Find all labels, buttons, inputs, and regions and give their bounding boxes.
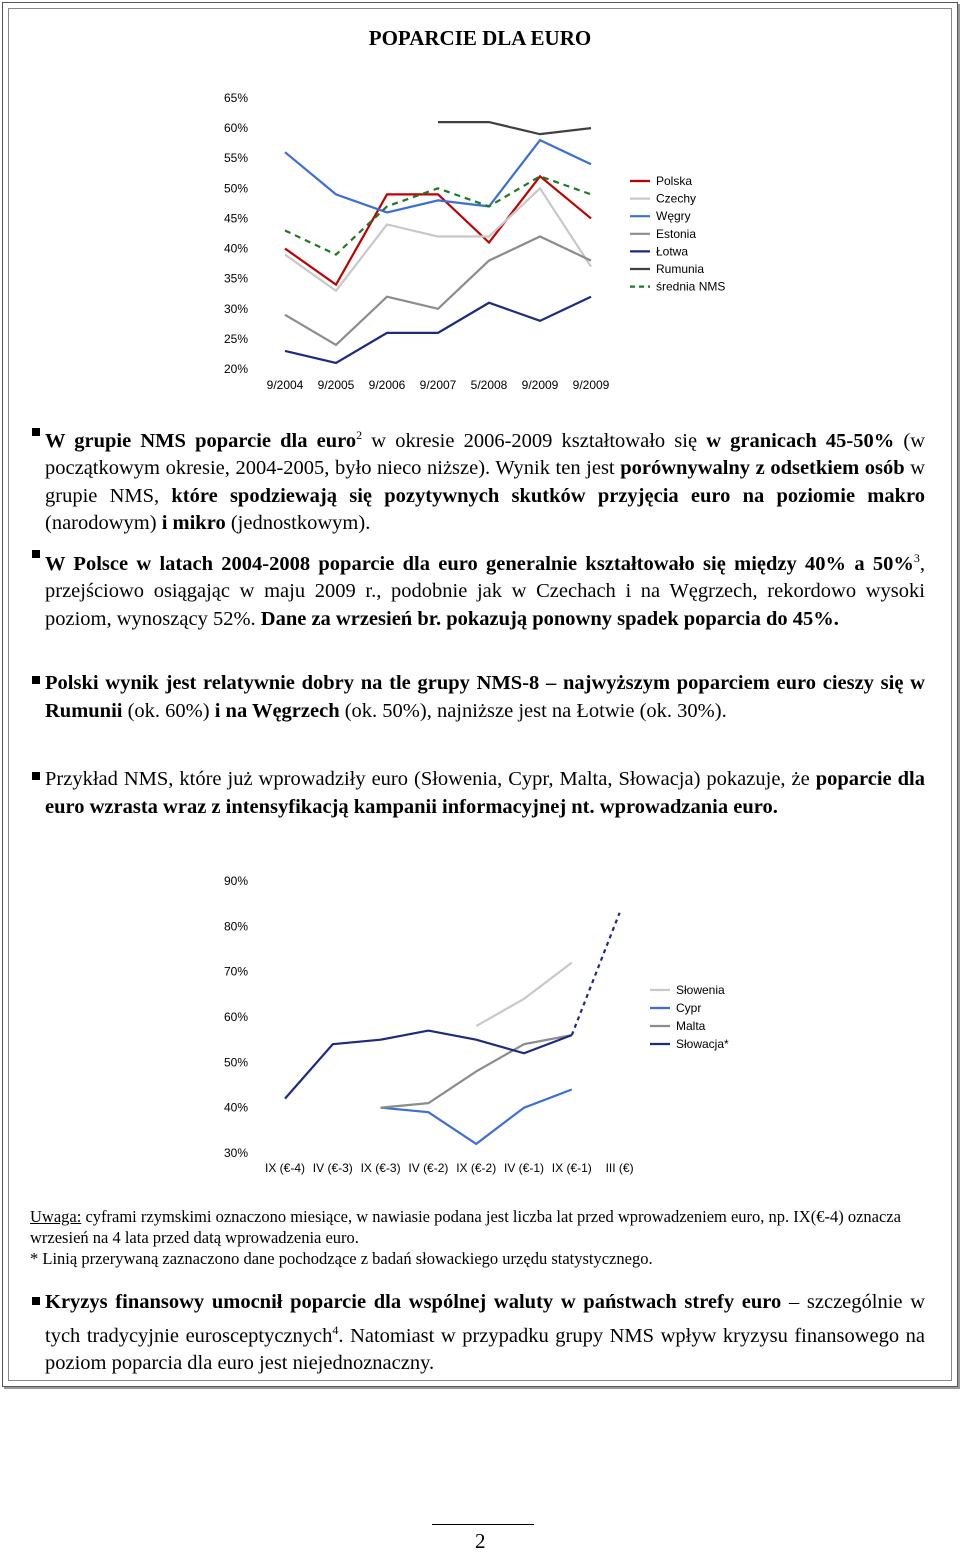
p4-text-a: Przykład NMS, które już wprowadziły euro (Słowenia, Cypr, Malta, Słowacja) pokazuje, że	[45, 768, 816, 790]
p1-text-j: (jednostkowym).	[225, 512, 371, 535]
x-tick-label: 9/2005	[317, 378, 355, 392]
legend-label: Czechy	[656, 191, 697, 206]
x-tick-label: 9/2007	[419, 378, 457, 392]
legend-label: Słowenia	[676, 983, 725, 997]
footnote-ref: 4	[332, 1322, 339, 1337]
x-tick-label: 9/2004	[266, 378, 304, 392]
y-tick-label: 20%	[223, 362, 248, 376]
legend-label: Słowacja*	[676, 1037, 729, 1051]
p3-bold-c: i na Węgrzech	[214, 699, 340, 722]
p5-text-b: – szczególnie w tych tradycyjnie eurosceptycznych	[45, 1291, 925, 1347]
y-tick-label: 65%	[223, 91, 248, 105]
paragraph-nms-support	[45, 422, 925, 538]
p2-text-c: , podobnie jak w Czechach i na Węgrzech, rekordowo wysoki poziom, wynoszący 52%.	[45, 580, 925, 630]
p3-bold-a: Polski wynik jest relatywnie dobry na tle grupy NMS-8 – najwyższym poparciem euro cieszy się w Rumunii	[45, 672, 925, 722]
x-tick-label: IV (€-2)	[408, 1161, 449, 1175]
footer-line	[432, 1524, 534, 1525]
y-tick-label: 35%	[223, 271, 248, 286]
y-tick-label: 55%	[223, 151, 248, 166]
p3-text-b: (ok. 60%)	[122, 699, 215, 722]
bullet	[32, 676, 40, 684]
series-line-dashed	[572, 913, 620, 1035]
y-tick-label: 60%	[223, 121, 248, 136]
series-line	[476, 963, 572, 1026]
p5-bold-a: Kryzys finansowy umocnił poparcie dla wspólnej waluty w państwach strefy euro	[45, 1291, 782, 1313]
series-line	[285, 1031, 572, 1099]
y-tick-label: 90%	[223, 874, 248, 888]
x-tick-label: IX (€-3)	[360, 1161, 401, 1175]
legend-label: średnia NMS	[656, 279, 726, 294]
footnote-ref: 2	[356, 428, 363, 442]
x-tick-label: 9/2009	[521, 378, 559, 392]
legend-label: Łotwa	[656, 244, 689, 259]
p1-text-h: (narodowym)	[45, 512, 162, 535]
p1-bold-i: i mikro	[161, 512, 226, 535]
legend-label: Polska	[656, 174, 693, 188]
bullet	[32, 772, 40, 780]
y-tick-label: 40%	[223, 241, 248, 256]
y-tick-label: 60%	[223, 1010, 248, 1024]
y-tick-label: 45%	[223, 211, 248, 226]
legend-label: Rumunia	[656, 262, 705, 276]
footnote-ref: 3	[913, 551, 920, 565]
y-tick-label: 30%	[223, 1146, 248, 1160]
legend-label: Malta	[676, 1019, 706, 1033]
p5-text-c: . Natomiast w przypadku grupy NMS wpływ kryzysu finansowego na poziom poparcia dla euro jest niejednoznaczny.	[45, 1324, 925, 1374]
x-tick-label: 9/2006	[368, 378, 406, 392]
note-text-b: * Linią przerywaną zaznaczono dane pochodzące z badań słowackiego urzędu statystycznego.	[30, 1249, 653, 1268]
y-tick-label: 30%	[223, 301, 248, 316]
note-label: Uwaga:	[30, 1207, 82, 1226]
legend-label: Cypr	[676, 1001, 702, 1015]
y-tick-label: 50%	[223, 1055, 248, 1070]
legend-label: Węgry	[656, 209, 691, 224]
y-tick-label: 80%	[223, 919, 248, 934]
y-tick-label: 70%	[223, 964, 248, 979]
p2-bold-a: W Polsce w latach 2004-2008 poparcie dla euro generalnie kształtowało się między 40% a 50%	[45, 552, 914, 575]
x-tick-label: IX (€-1)	[551, 1161, 592, 1175]
y-tick-label: 25%	[223, 331, 248, 346]
legend-label: Estonia	[656, 226, 697, 241]
p1-bold-e: porównywalny z odsetkiem osób	[620, 457, 905, 480]
bullet	[32, 428, 40, 436]
p3-text-d: (ok. 50%), najniższe jest na Łotwie (ok. 30%).	[339, 699, 727, 722]
p2-bold-d: Dane za wrzesień br. pokazują ponowny spadek poparcia do 45%.	[260, 607, 839, 630]
paragraph-poland-support	[45, 545, 925, 633]
paragraph-poland-relative	[45, 670, 925, 725]
chart-note	[30, 1206, 930, 1269]
series-line	[381, 1090, 572, 1144]
p1-text-f: w grupie NMS,	[45, 457, 925, 507]
paragraph-eurozone-example	[45, 766, 925, 821]
x-tick-label: III (€)	[605, 1161, 634, 1175]
x-tick-label: 9/2009	[572, 378, 610, 392]
p1-bold-a: W grupie NMS poparcie dla euro	[45, 429, 357, 452]
page-number: 2	[475, 1529, 486, 1553]
p1-bold-g: które spodziewają się pozytywnych skutków przyjęcia euro na poziomie makro	[171, 484, 925, 507]
page-title: POPARCIE DLA EURO	[368, 26, 592, 50]
p1-bold-c: w granicach 45-50%	[706, 429, 895, 452]
paragraph-crisis	[45, 1289, 925, 1377]
bullet	[32, 1297, 40, 1305]
y-tick-label: 40%	[223, 1100, 248, 1115]
p1-text-d: (w początkowym okresie, 2004-2005, było nieco niższe). Wynik ten jest	[45, 429, 925, 480]
x-tick-label: IX (€-2)	[456, 1161, 497, 1175]
note-text-a: cyframi rzymskimi oznaczono miesiące, w nawiasie podana jest liczba lat przed wprowadzeniem euro, np. IX(€-4) oznacza wrzesień na 4 lata przed datą wprowadzenia euro.	[30, 1207, 901, 1247]
p1-text-b: w okresie 2006-2009 kształtowało się	[362, 429, 707, 452]
x-tick-label: IV (€-3)	[312, 1161, 353, 1175]
x-tick-label: 5/2008	[470, 378, 508, 392]
x-tick-label: IX (€-4)	[264, 1161, 306, 1175]
x-tick-label: IV (€-1)	[503, 1161, 545, 1175]
bullet	[32, 550, 40, 558]
p4-bold-b: poparcie dla euro wzrasta wraz z intensyfikacją kampanii informacyjnej nt. wprowadzania euro.	[45, 768, 925, 818]
p2-text-b: , przejściowo osiągając w maju 2009 r.	[45, 552, 925, 603]
y-tick-label: 50%	[223, 181, 248, 196]
